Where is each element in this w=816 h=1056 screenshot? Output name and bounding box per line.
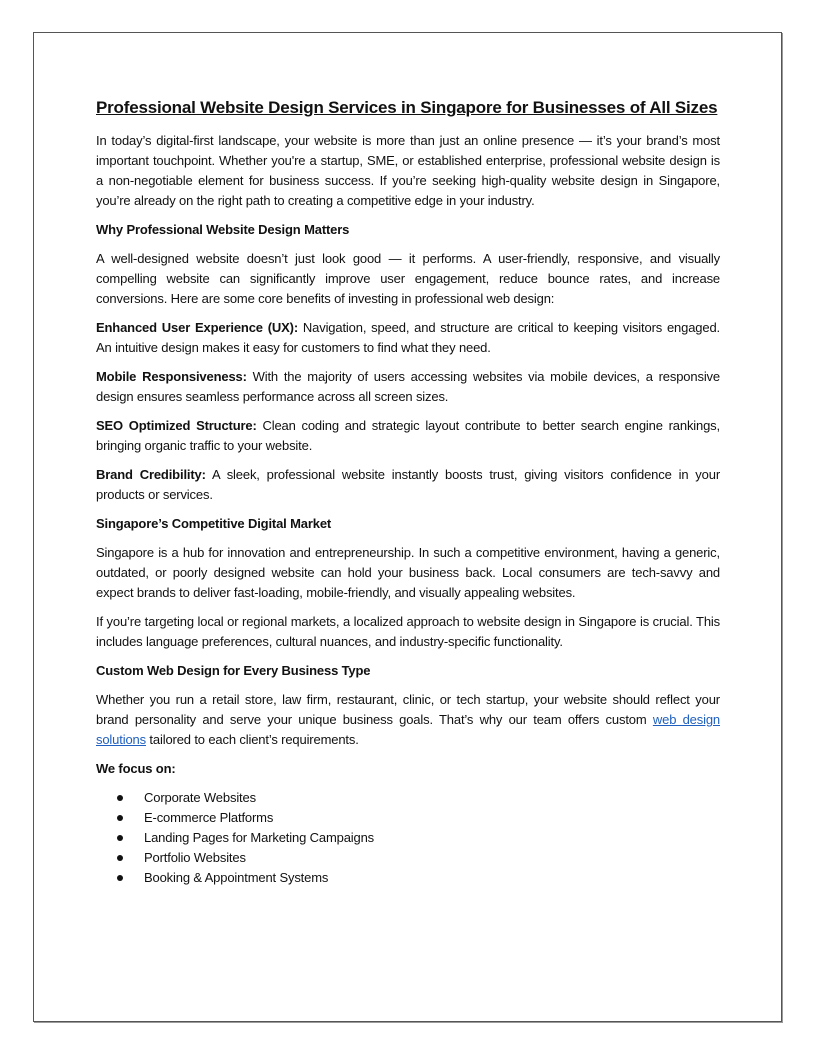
list-item: Corporate Websites	[96, 788, 720, 808]
market-paragraph-2: If you’re targeting local or regional markets, a localized approach to website design in Singapore is crucial. This includes language preferences, cultural nuances, and industry-specific functionality.	[96, 614, 720, 649]
section-heading-focus: We focus on:	[96, 761, 176, 776]
benefit-ux	[96, 318, 720, 358]
intro-paragraph: In today’s digital-first landscape, your website is more than just an online presence — it’s your brand’s most important touchpoint. Whether you're a startup, SME, or established enterprise, professional website design is a non-negotiable element for business success. If you’re seeking high-quality website design in Singapore, you’re already on the right path to creating a competitive edge in your industry.	[96, 133, 720, 208]
benefit-text: With the majority of users accessing websites via mobile devices, a responsive design ensures seamless performance across all screen sizes.	[96, 369, 720, 404]
custom-text-after: tailored to each client’s requirements.	[145, 732, 359, 747]
section-heading-market: Singapore’s Competitive Digital Market	[96, 516, 332, 531]
bullet-icon	[117, 855, 123, 861]
benefit-text: Navigation, speed, and structure are critical to keeping visitors engaged. An intuitive design makes it easy for customers to find what they need.	[96, 320, 721, 355]
list-item: Landing Pages for Marketing Campaigns	[96, 828, 720, 848]
bullet-icon	[117, 815, 123, 821]
focus-list	[96, 788, 720, 888]
page-title: Professional Website Design Services in Singapore for Businesses of All Sizes	[96, 98, 718, 117]
document-body	[96, 97, 720, 888]
benefit-label: Mobile Responsiveness:	[96, 369, 247, 384]
custom-text-before: Whether you run a retail store, law firm, restaurant, clinic, or tech startup, your website should reflect your brand personality and serve your unique business goals. That’s why our team offers custom	[96, 692, 720, 727]
benefit-credibility	[96, 465, 720, 505]
benefit-label: SEO Optimized Structure:	[96, 418, 257, 433]
benefit-text: A sleek, professional website instantly boosts trust, giving visitors confidence in your products or services.	[96, 467, 720, 502]
bullet-icon	[117, 875, 123, 881]
bullet-icon	[117, 835, 123, 841]
benefit-text: Clean coding and strategic layout contribute to better search engine rankings, bringing organic traffic to your website.	[96, 418, 720, 453]
benefit-mobile	[96, 367, 720, 407]
benefit-label: Enhanced User Experience (UX):	[96, 320, 299, 335]
section-heading-why: Why Professional Website Design Matters	[96, 222, 350, 237]
custom-paragraph	[96, 690, 720, 750]
benefit-label: Brand Credibility:	[96, 467, 206, 482]
section-heading-custom: Custom Web Design for Every Business Type	[96, 663, 371, 678]
market-paragraph-1: Singapore is a hub for innovation and entrepreneurship. In such a competitive environment, having a generic, outdated, or poorly designed website can hold your business back. Local consumers are tech-savvy and expect brands to deliver fast-loading, mobile-friendly, and visually appealing websites.	[96, 545, 720, 600]
list-item: Portfolio Websites	[96, 848, 720, 868]
list-item: Booking & Appointment Systems	[96, 868, 720, 888]
benefit-seo	[96, 416, 720, 456]
why-paragraph: A well-designed website doesn’t just look good — it performs. A user-friendly, responsive, and visually compelling website can significantly improve user engagement, reduce bounce rates, and increase conversions. Here are some core benefits of investing in professional web design:	[96, 251, 720, 306]
bullet-icon	[117, 795, 123, 801]
list-item: E-commerce Platforms	[96, 808, 720, 828]
web-design-solutions-link[interactable]: web design solutions	[96, 712, 720, 747]
